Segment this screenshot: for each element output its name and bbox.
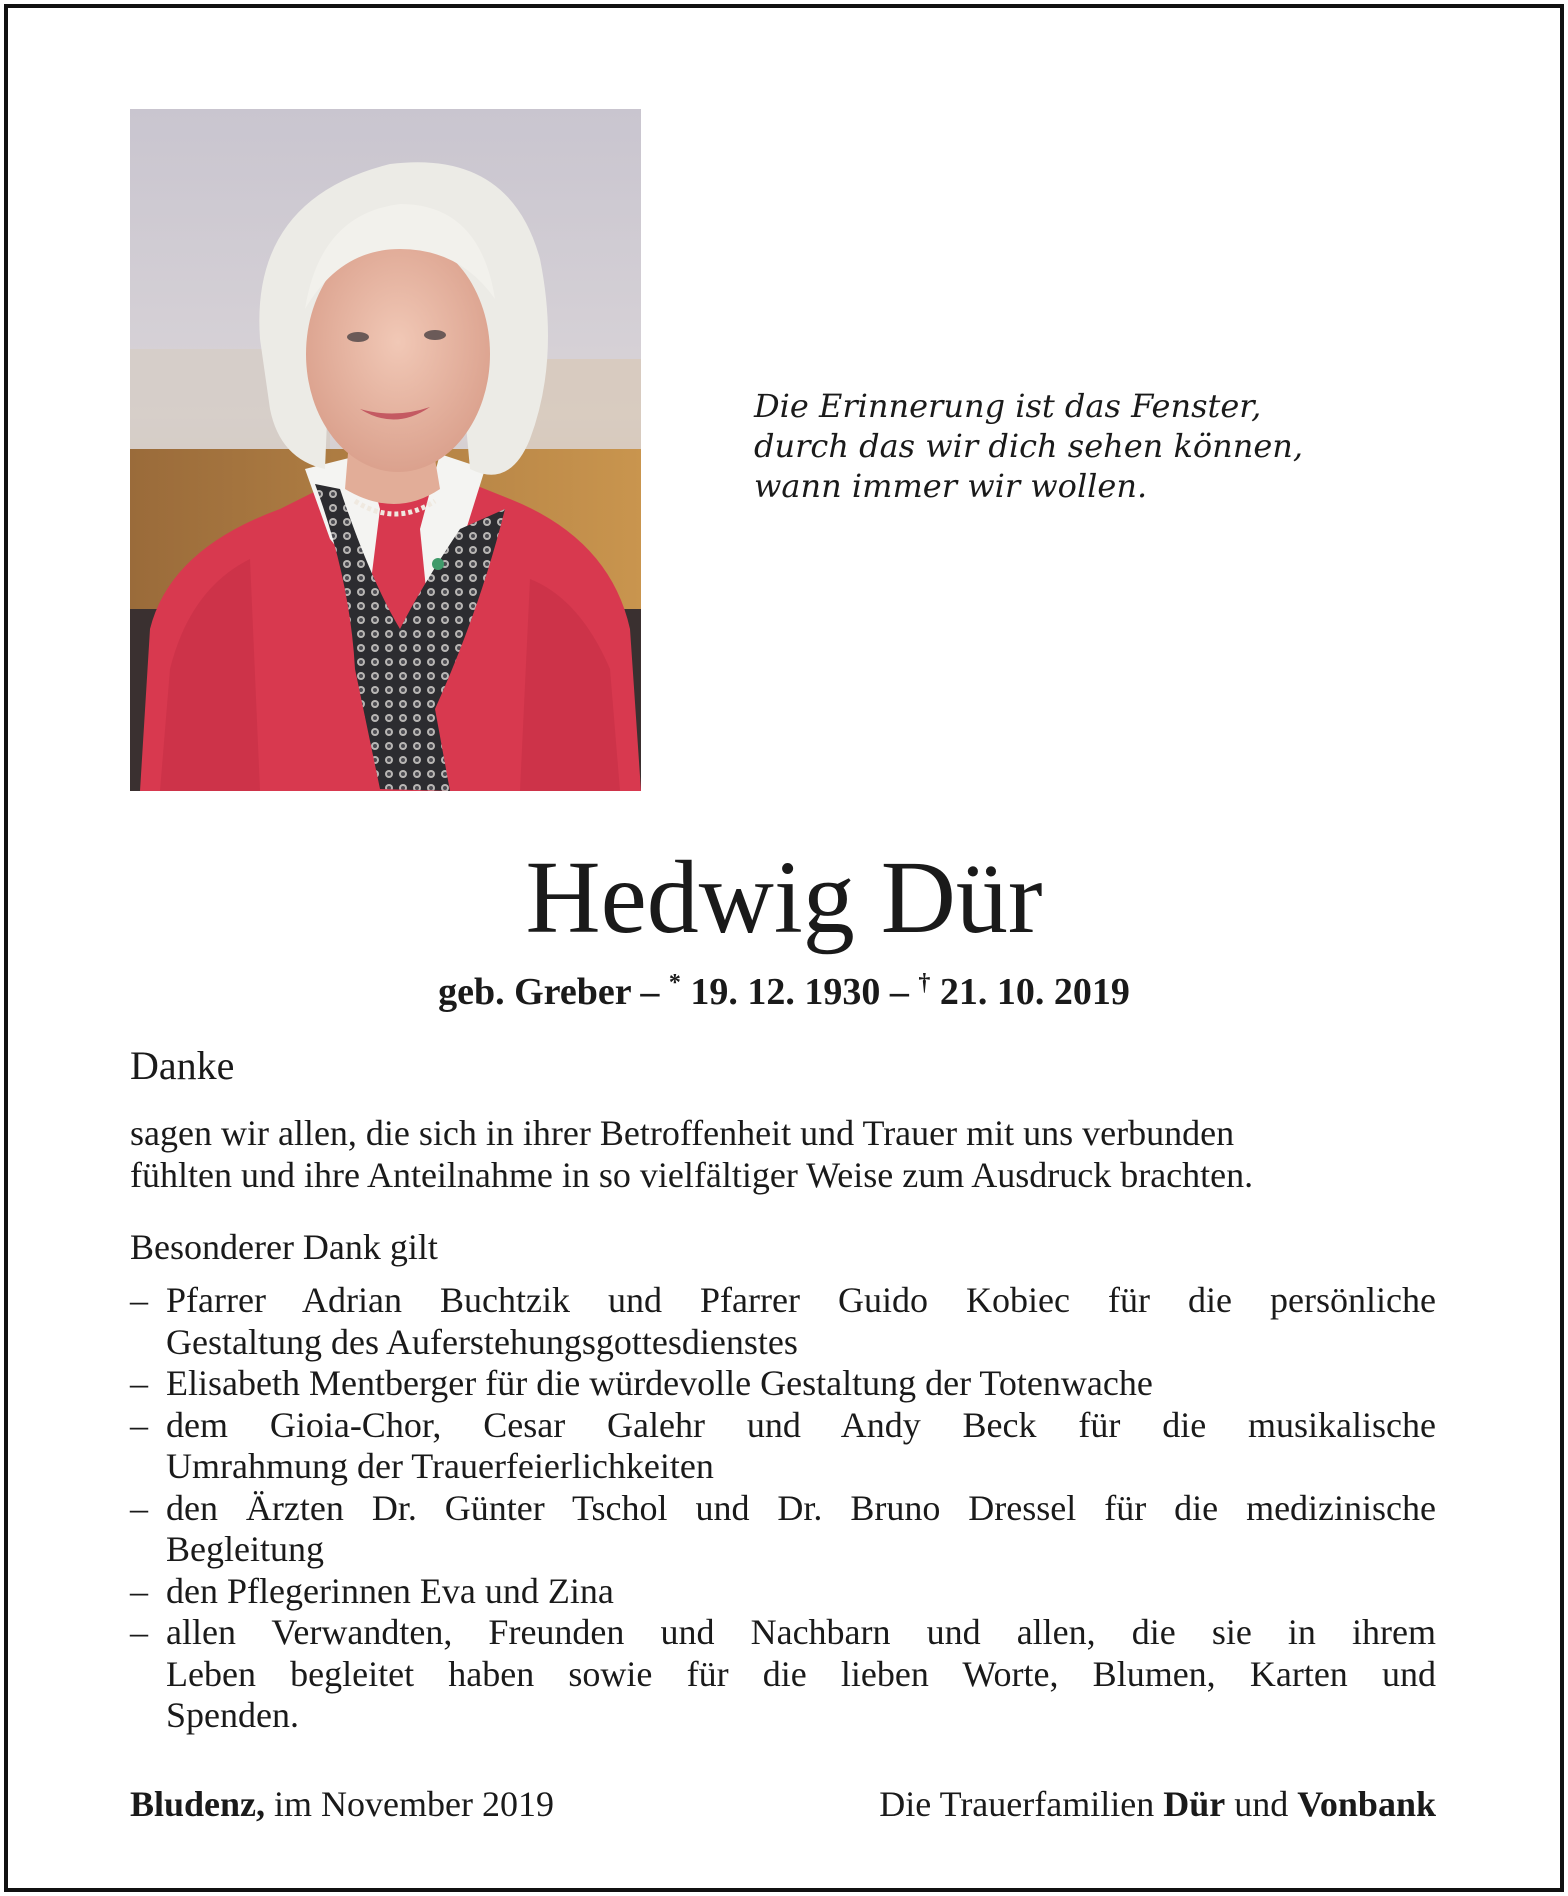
list-item-line: Begleitung	[166, 1529, 324, 1569]
thanks-list-item	[130, 1612, 1436, 1737]
portrait-photo	[130, 109, 641, 791]
intro-line: sagen wir allen, die sich in ihrer Betroffenheit und Trauer mit uns verbunden	[130, 1113, 1235, 1153]
conjunction: und	[1234, 1784, 1289, 1824]
list-dash: –	[130, 1280, 148, 1320]
maiden-name: geb. Greber	[438, 971, 631, 1013]
quote-line: durch das wir dich sehen können,	[754, 427, 1304, 465]
list-item-line: den Ärzten Dr. Günter Tschol und Dr. Bruno Dressel für die medizinische	[166, 1487, 1436, 1528]
deceased-name: Hedwig Dür	[525, 840, 1043, 955]
list-item-line: dem Gioia-Chor, Cesar Galehr und Andy Beck für die musikalische	[166, 1404, 1436, 1445]
birth-date: 19. 12. 1930	[690, 971, 881, 1013]
thanks-list-item	[130, 1280, 1436, 1363]
family-name: Dür	[1163, 1784, 1226, 1824]
separator: –	[889, 971, 919, 1013]
thanks-list-item	[130, 1405, 1436, 1488]
list-item-line: Spenden.	[166, 1695, 299, 1735]
thanks-list	[130, 1280, 1436, 1737]
list-dash: –	[130, 1404, 148, 1445]
list-item-line: Leben begleitet haben sowie für die lieben Worte, Blumen, Karten und	[166, 1653, 1436, 1694]
list-dash: –	[130, 1363, 148, 1403]
life-dates	[0, 968, 1568, 1016]
families-prefix: Die Trauerfamilien	[879, 1784, 1155, 1824]
death-symbol: †	[918, 970, 931, 996]
separator: –	[640, 971, 669, 1013]
list-dash: –	[130, 1570, 148, 1611]
families-signature	[879, 1782, 1436, 1826]
list-item-line: Pfarrer Adrian Buchtzik und Pfarrer Guido Kobiec für die persönliche	[166, 1280, 1436, 1320]
quote-line: Die Erinnerung ist das Fenster,	[754, 387, 1262, 425]
thanks-list-item	[130, 1571, 1436, 1613]
date: im November 2019	[274, 1784, 554, 1824]
list-item-line: Elisabeth Mentberger für die würdevolle Gestaltung der Totenwache	[166, 1363, 1153, 1403]
list-item-line: allen Verwandten, Freunden und Nachbarn und allen, die sie in ihrem	[166, 1612, 1436, 1652]
list-item-line: Gestaltung des Auferstehungsgottesdienstes	[166, 1321, 798, 1362]
intro-line: fühlten und ihre Anteilnahme in so vielfältiger Weise zum Ausdruck brachten.	[130, 1155, 1254, 1195]
list-dash: –	[130, 1487, 148, 1528]
list-item-line: den Pflegerinnen Eva und Zina	[166, 1570, 614, 1611]
place-and-date	[130, 1782, 554, 1826]
thanks-list-item	[130, 1488, 1436, 1571]
thanks-list-item	[130, 1363, 1436, 1405]
death-date: 21. 10. 2019	[939, 971, 1130, 1013]
list-item-line: Umrahmung der Trauerfeierlichkeiten	[166, 1446, 714, 1486]
family-name: Vonbank	[1297, 1784, 1436, 1824]
quote-line: wann immer wir wollen.	[754, 467, 1148, 505]
place: Bludenz,	[130, 1784, 266, 1824]
thanks-heading: Danke	[130, 1043, 235, 1088]
thanks-intro	[130, 1112, 1436, 1196]
memorial-quote	[754, 386, 1314, 506]
birth-symbol: *	[668, 970, 681, 996]
special-thanks-heading: Besonderer Dank gilt	[130, 1227, 438, 1267]
list-dash: –	[130, 1612, 148, 1652]
